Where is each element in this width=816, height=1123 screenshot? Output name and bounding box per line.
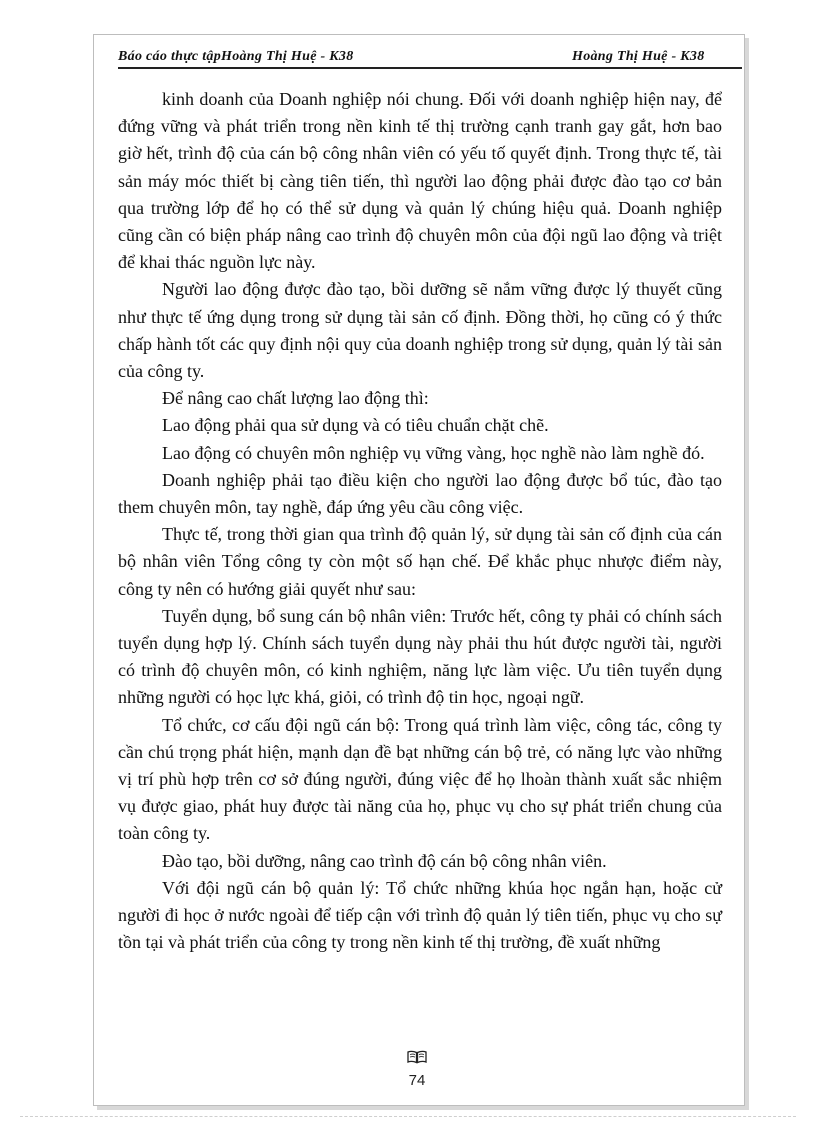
body-text [118, 86, 722, 957]
page-number: 74 [408, 1072, 426, 1089]
open-book-icon [407, 1050, 427, 1064]
paragraph: Với đội ngũ cán bộ quản lý: Tổ chức những khúa học ngắn hạn, hoặc cử người đi học ở nước ngoài để tiếp cận với trình độ quản lý tiên tiến, phục vụ cho sự tồn tại và phát triển của công ty trong nền kinh tế thị trường, đề xuất những [118, 877, 722, 953]
paragraph: Thực tế, trong thời gian qua trình độ quản lý, sử dụng tài sản cố định của cán bộ nhân viên Tổng công ty còn một số hạn chế. Để khắc phục nhược điểm này, công ty nên có hướng giải quyết như sau: [118, 524, 722, 599]
header-rule [118, 67, 742, 69]
paragraph: Lao động có chuyên môn nghiệp vụ vững vàng, học nghề nào làm nghề đó. [162, 442, 705, 463]
paragraph: Để nâng cao chất lượng lao động thì: [162, 388, 429, 409]
header-right-text: Hoàng Thị Huệ - K38 [572, 49, 705, 64]
paragraph: Tổ chức, cơ cấu đội ngũ cán bộ: Trong quá trình làm việc, công tác, công ty cần chú trọng phát hiện, mạnh dạn đề bạt những cán bộ trẻ, có năng lực vào những vị trí phù hợp trên cơ sở đúng người, đúng việc để họ lhoàn thành xuất sắc nhiệm vụ được giao, phát huy được tài năng của họ, phục vụ cho sự phát triển chung của toàn công ty. [118, 714, 722, 844]
paragraph: Doanh nghiệp phải tạo điều kiện cho người lao động được bổ túc, đào tạo them chuyên môn, tay nghề, đáp ứng yêu cầu công việc. [118, 469, 722, 518]
page-bottom-divider [20, 1116, 796, 1117]
header-left-text: Báo cáo thực tậpHoàng Thị Huệ - K38 [118, 49, 354, 64]
paragraph: kinh doanh của Doanh nghiệp nói chung. Đối với doanh nghiệp hiện nay, để đứng vững và phát triển trong nền kinh tế thị trường cạnh tranh gay gắt, hơn bao giờ hết, trình độ của cán bộ công nhân viên có yếu tố quyết định. Trong thực tế, tài sản máy móc thiết bị càng tiên tiến, thì người lao động phải được đào tạo cơ bản qua trường lớp để họ có thể sử dụng và quản lý chúng hiệu quả. Doanh nghiệp cũng cần có biện pháp nâng cao trình độ chuyên môn của đội ngũ lao động và triệt để khai thác nguồn lực này. [118, 89, 722, 273]
paragraph: Lao động phải qua sử dụng và có tiêu chuẩn chặt chẽ. [162, 415, 549, 436]
paragraph: Người lao động được đào tạo, bồi dưỡng sẽ nắm vững được lý thuyết cũng như thực tế ứng dụng trong sử dụng tài sản cố định. Đồng thời, họ cũng có ý thức chấp hành tốt các quy định nội quy của doanh nghiệp trong sử dụng, quản lý tài sản của công ty. [118, 279, 722, 382]
paragraph: Tuyển dụng, bổ sung cán bộ nhân viên: Trước hết, công ty phải có chính sách tuyển dụng hợp lý. Chính sách tuyển dụng này phải thu hút được người tài, người có trình độ chuyên môn, có kinh nghiệm, năng lực làm việc. Ưu tiên tuyển dụng những người có học lực khá, giỏi, có trình độ tin học, ngoại ngữ. [118, 605, 722, 708]
paragraph: Đào tạo, bồi dưỡng, nâng cao trình độ cán bộ công nhân viên. [162, 850, 607, 871]
